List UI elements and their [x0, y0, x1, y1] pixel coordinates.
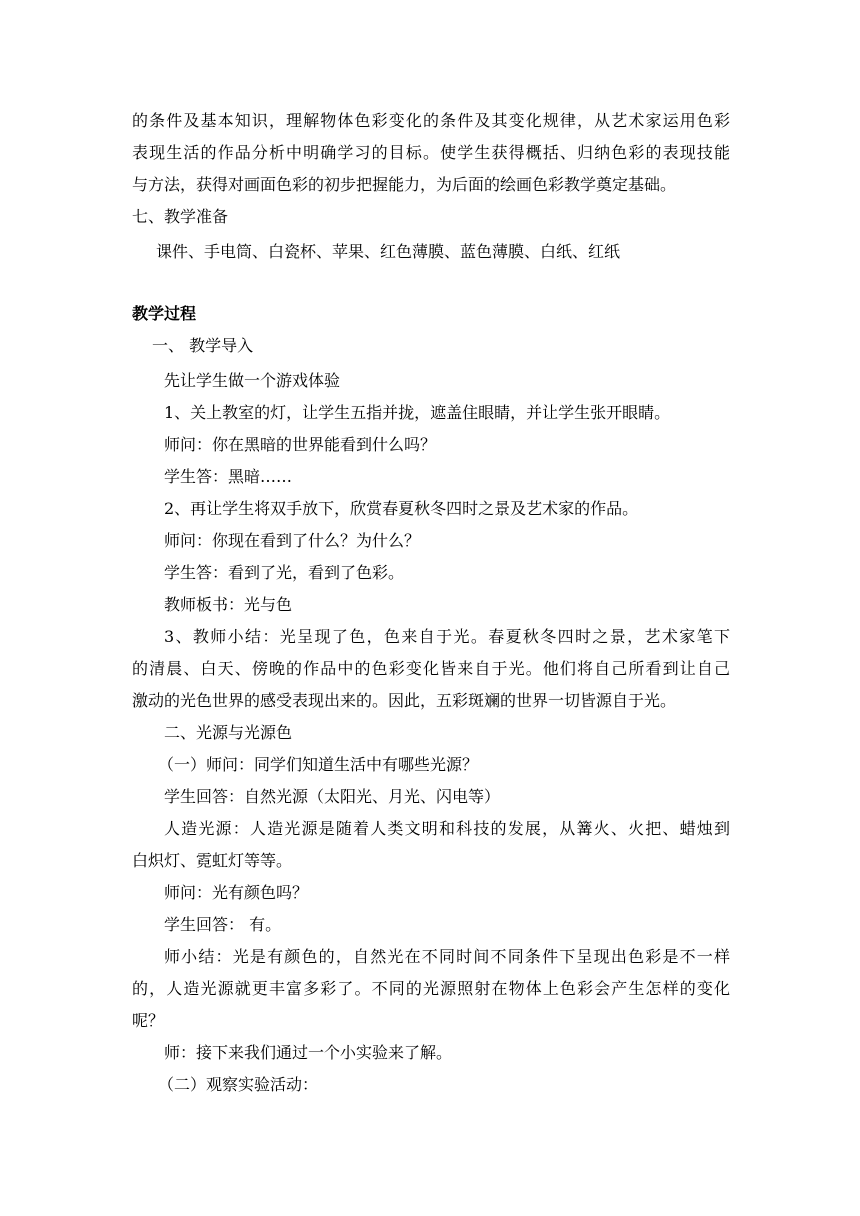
teacher-summary-line-3: 呢？	[132, 1011, 165, 1030]
part-2-sub-2: （二）观察实验活动：	[158, 1075, 319, 1094]
summary-line-1: 3、教师小结：光呈现了色，色来自于光。春夏秋冬四时之景，艺术家笔下	[164, 627, 730, 646]
answer-3: 学生回答：自然光源（太阳光、月光、闪电等）	[164, 787, 501, 806]
artificial-line-1: 人造光源：人造光源是随着人类文明和科技的发展，从篝火、火把、蜡烛到	[164, 819, 730, 838]
part-2-heading: 二、光源与光源色	[164, 723, 293, 742]
question-3: （一）师问：同学们知道生活中有哪些光源？	[158, 755, 479, 774]
game-intro: 先让学生做一个游戏体验	[164, 371, 341, 390]
materials-list: 课件、手电筒、白瓷杯、苹果、红色薄膜、蓝色薄膜、白纸、红纸	[156, 242, 621, 261]
board-note: 教师板书：光与色	[164, 595, 293, 614]
question-1: 师问：你在黑暗的世界能看到什么吗？	[164, 435, 437, 454]
question-4: 师问：光有颜色吗？	[164, 883, 309, 902]
transition: 师：接下来我们通过一个小实验来了解。	[164, 1043, 453, 1062]
summary-line-3: 激动的光色世界的感受表现出来的。因此，五彩斑斓的世界一切皆源自于光。	[132, 691, 677, 710]
step-2: 2、再让学生将双手放下，欣赏春夏秋冬四时之景及艺术家的作品。	[164, 499, 639, 518]
step-1: 1、关上教室的灯，让学生五指并拢，遮盖住眼睛，并让学生张开眼睛。	[164, 403, 671, 422]
answer-1: 学生答：黑暗……	[164, 467, 293, 486]
teacher-summary-line-1: 师小结：光是有颜色的，自然光在不同时间不同条件下呈现出色彩是不一样	[164, 947, 730, 966]
teacher-summary-line-2: 的，人造光源就更丰富多彩了。不同的光源照射在物体上色彩会产生怎样的变化	[132, 979, 730, 998]
section-7-heading: 七、教学准备	[132, 207, 229, 226]
goal-paragraph-line-3: 与方法，获得对画面色彩的初步把握能力，为后面的绘画色彩教学奠定基础。	[132, 175, 677, 194]
question-2: 师问：你现在看到了什么？为什么？	[164, 531, 421, 550]
part-1-heading: 一、 教学导入	[152, 336, 254, 355]
process-heading: 教学过程	[132, 304, 197, 323]
goal-paragraph-line-2: 表现生活的作品分析中明确学习的目标。使学生获得概括、归纳色彩的表现技能	[132, 143, 730, 162]
answer-4: 学生回答： 有。	[164, 915, 282, 934]
goal-paragraph-line-1: 的条件及基本知识，理解物体色彩变化的条件及其变化规律，从艺术家运用色彩	[132, 111, 730, 130]
summary-line-2: 的清晨、白天、傍晚的作品中的色彩变化皆来自于光。他们将自己所看到让自己	[132, 659, 730, 678]
answer-2: 学生答：看到了光，看到了色彩。	[164, 563, 405, 582]
artificial-line-2: 白炽灯、霓虹灯等等。	[132, 851, 293, 870]
